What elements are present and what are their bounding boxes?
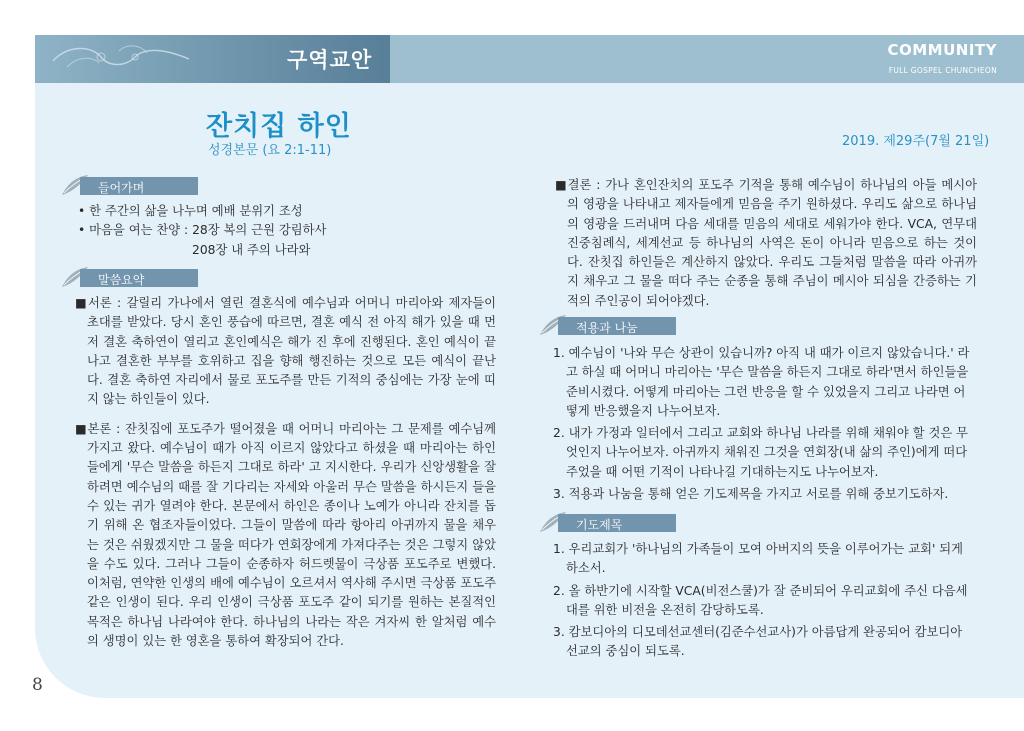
list-item: 2. 올 하반기에 시작할 VCA(비전스쿨)가 잘 준비되어 우리교회에 주신 다음세대를 위한 비전을 온전히 감당하도록.: [553, 583, 968, 617]
list-item: 1. 우리교회가 '하나님의 가족들이 모여 아버지의 뜻을 이루어가는 교회' 되게 하소서.: [553, 542, 964, 576]
brand-block: [887, 41, 997, 75]
intro-list: [78, 202, 478, 260]
section-heading-application: [538, 313, 678, 335]
list-item: 3. 적용과 나눔을 통해 얻은 기도제목을 가지고 서로를 위해 중보기도하자.: [553, 487, 949, 502]
summary-introduction: ■서론 : 갈릴리 가나에서 열린 결혼식에 예수님과 어머니 마리아와 제자들이 초대를 받았다. 당시 혼인 풍습에 따르면, 결혼 예식 전 아직 해가 있을 때 먼저 결혼 축하연이 열리고 혼인예식은 해가 진 후에 진행된다. 혼인 예식이 끝나고 결혼한 부부를 호위하고 집을 향해 행진하는 것으로 모든 예식이 끝난다. 결혼 축하연 자리에서 물로 포도주를 만든 기적의 중심에는 가장 눈에 띠지 않는 하인들이 있다.: [75, 296, 496, 407]
summary-main-body: ■본론 : 잔칫집에 포도주가 떨어졌을 때 어머니 마리아는 그 문제를 예수님께 가지고 왔다. 예수님이 때가 아직 이르지 않았다고 하셨을 때 마리아는 하인들에게 '무슨 말씀을 하든지 그대로 하라' 고 지시한다. 우리가 신앙생활을 잘 하려면 예수님의 때를 잘 기다리는 자세와 아울러 무슨 말씀을 하시든지 들을 수 있는 귀가 열려야 한다. 본문에서 하인은 종이나 노예가 아니라 잔치를 돕기 위해 온 협조자들이었다. 그들이 말씀에 따라 항아리 아귀까지 물을 채우는 것은 쉬웠겠지만 그 물을 떠다가 연회장에게 가져다주는 것은 그렇지 않았을 수도 있다. 그러나 그들이 순종하자 허드렛물이 극상품 포도주로 변했다. 이처럼, 연약한 인생의 배에 예수님이 오르셔서 역사해 주시면 극상품 포도주 같은 인생이 된다. 우리 인생이 극상품 포도주 같이 되기를 원하는 본질적인 목적은 하나님 나라여야 한다. 하나님의 나라는 작은 겨자씨 한 알처럼 예수의 생명이 있는 한 영혼을 통하여 확장되어 간다.: [75, 421, 496, 649]
section-label: 말씀요약: [80, 269, 198, 287]
list-item: • 마음을 여는 찬양 : 28장 복의 근원 강림하사: [78, 223, 327, 238]
header-band-dark: [35, 35, 390, 83]
swirl-ornament-icon: [49, 39, 199, 79]
section-heading-summary: [60, 265, 200, 287]
page-number: 8: [32, 675, 43, 695]
section-heading-intro: [60, 173, 200, 195]
brand-subtitle: FULL GOSPEL CHUNCHEON: [888, 66, 997, 75]
summary-conclusion: ■결론 : 가나 혼인잔치의 포도주 기적을 통해 예수님이 하나님의 아들 메시아의 영광을 나타내고 제자들에게 믿음을 주기 원하셨다. 우리도 삶으로 하나님의 영광을 드러내며 다음 세대를 믿음의 세대로 세워가야 한다. VCA, 연무대 진중침례식, 세계선교 등 하나님의 사역은 돈이 아니라 믿음으로 하는 것이다. 잔칫집 하인들은 계산하지 않았다. 우리도 그들처럼 말씀을 따라 아귀까지 채우고 그 물을 떠다 주는 순종을 통해 주님이 메시아 되심을 간증하는 기적의 주인공이 되어야겠다.: [555, 178, 977, 308]
sermon-title: 잔치집 하인: [206, 111, 352, 142]
application-list: [553, 344, 977, 507]
sermon-date: 2019. 제29주(7월 21일): [842, 134, 990, 149]
section-heading-prayer: [538, 510, 678, 532]
summary-body: [75, 294, 496, 651]
section-label: 기도제목: [558, 514, 676, 532]
section-label: 들어가며: [80, 177, 198, 195]
list-item: 2. 내가 가정과 일터에서 그리고 교회와 하나님 나라를 위해 채워야 할 것은 무엇인지 나누어보자. 아귀까지 채워진 그것을 연회장(내 삶의 주인)에게 떠다주었을 때 어떤 기적이 나타나길 기대하는지도 나누어보자.: [553, 426, 969, 479]
prayer-list: [553, 540, 977, 665]
list-item: 1. 예수님이 '나와 무슨 상관이 있습니까? 아직 내 때가 이르지 않았습니다.' 라고 하실 때 어머니 마리아는 '무슨 말씀을 하든지 그대로 하라'면서 하인들을 준비시켰다. 어떻게 마리아는 그런 반응을 할 수 있었을지 그리고 나라면 어떻게 반응했을지 나누어보자.: [553, 346, 970, 418]
list-item: 208장 내 주의 나라와: [192, 242, 311, 257]
scripture-reference: 성경본문 (요 2:1-11): [208, 143, 332, 158]
summary-conclusion-block: [555, 176, 977, 311]
page-header: [35, 35, 1024, 83]
header-band-light: [390, 35, 1024, 83]
header-title: 구역교안: [287, 48, 373, 72]
list-item: 3. 캄보디아의 디모데선교센터(김준수선교사)가 아름답게 완공되어 캄보디아 선교의 중심이 되도록.: [553, 625, 963, 659]
list-item: • 한 주간의 삶을 나누며 예배 분위기 조성: [78, 204, 303, 218]
section-label: 적용과 나눔: [558, 317, 676, 335]
brand-name: COMMUNITY: [887, 41, 997, 59]
